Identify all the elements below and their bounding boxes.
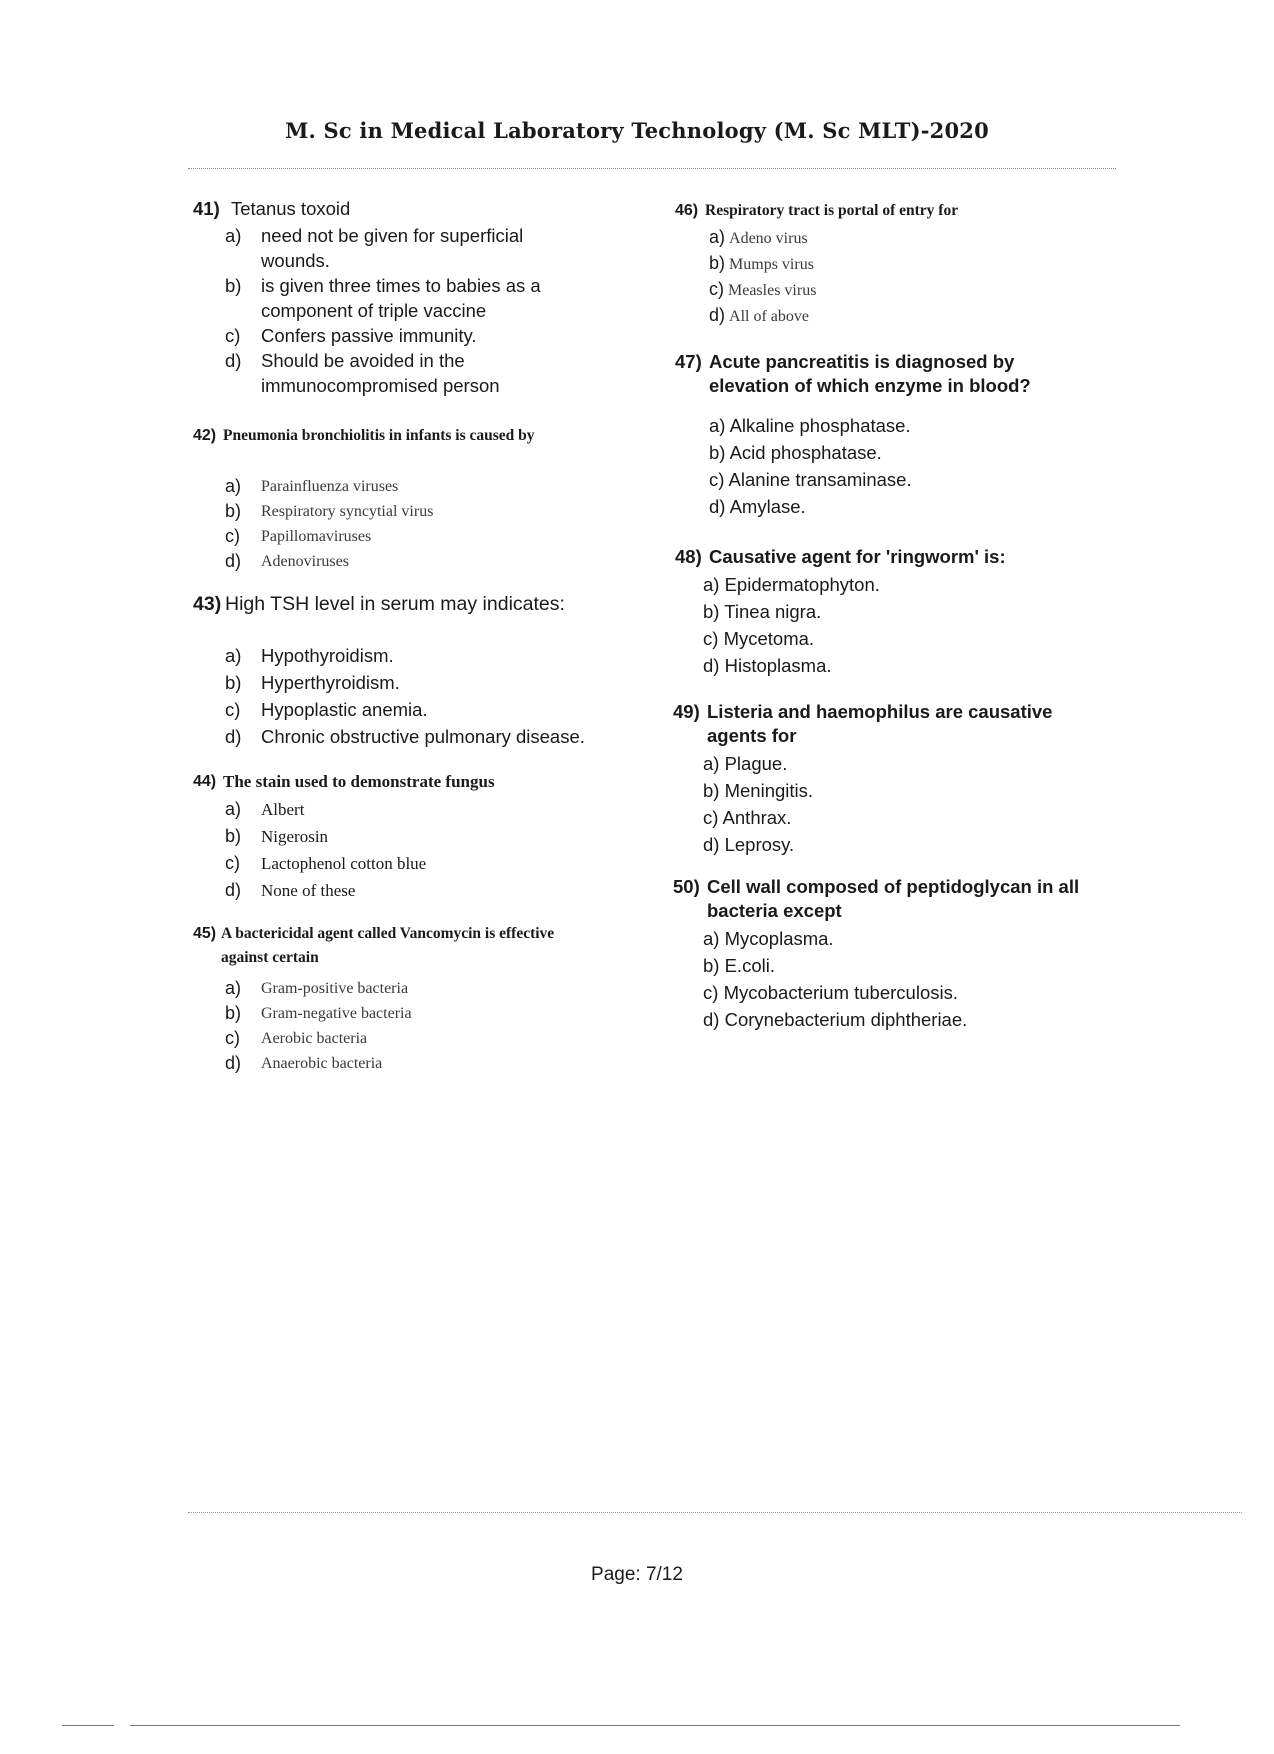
- question-49: [673, 700, 1113, 858]
- question-number: 42): [193, 427, 217, 444]
- option-label: a): [225, 476, 242, 496]
- option-b: [225, 1001, 613, 1026]
- option-label: d): [225, 350, 242, 371]
- question-44: [193, 770, 633, 904]
- option-label: c): [225, 1028, 240, 1048]
- option-b: [703, 952, 1113, 979]
- option-a: [709, 412, 1095, 439]
- option-c: [709, 466, 1095, 493]
- option-label: d): [225, 551, 242, 571]
- option-text: Lactophenol cotton blue: [261, 854, 427, 873]
- option-text: Parainfluenza viruses: [261, 478, 399, 495]
- option-text: None of these: [261, 881, 356, 900]
- option-d: [703, 831, 1113, 858]
- option-b: [225, 273, 613, 323]
- option-label: d): [225, 726, 242, 747]
- option-a: [225, 474, 633, 499]
- option-text: Meningitis.: [724, 780, 814, 801]
- option-label: a): [703, 928, 720, 949]
- question-text: Respiratory tract is portal of entry for: [705, 202, 959, 219]
- option-label: a): [709, 227, 726, 247]
- question-43-stem: [193, 592, 643, 616]
- option-a: [225, 223, 613, 273]
- question-50-stem: [673, 875, 1113, 923]
- option-c: [225, 323, 613, 348]
- option-label: b): [703, 780, 720, 801]
- page-title: M. Sc in Medical Laboratory Technology (M. Sc MLT)-2020: [285, 118, 989, 143]
- option-b: [225, 823, 633, 850]
- option-label: d): [703, 655, 720, 676]
- question-number: 47): [675, 351, 702, 372]
- option-b: [709, 439, 1095, 466]
- option-text: Aerobic bacteria: [261, 1030, 368, 1047]
- option-text: Tinea nigra.: [724, 601, 822, 622]
- option-text: Hyperthyroidism.: [261, 672, 400, 693]
- option-text: Should be avoided in the immunocompromised person: [261, 350, 500, 396]
- option-label: b): [225, 501, 242, 521]
- question-text: Tetanus toxoid: [231, 198, 351, 219]
- question-45: [193, 922, 613, 1076]
- option-label: b): [709, 253, 726, 273]
- question-number: 41): [193, 198, 220, 219]
- option-text: Hypothyroidism.: [261, 645, 394, 666]
- question-text: Causative agent for 'ringworm' is:: [709, 546, 1006, 567]
- option-text: Respiratory syncytial virus: [261, 503, 434, 520]
- question-45-stem: [193, 922, 613, 970]
- question-46: [675, 199, 1115, 329]
- question-text: Acute pancreatitis is diagnosed by elevation of which enzyme in blood?: [709, 351, 1031, 396]
- question-text: The stain used to demonstrate fungus: [223, 772, 495, 791]
- option-b: [709, 251, 1115, 277]
- question-text: Listeria and haemophilus are causative agents for: [707, 701, 1053, 746]
- option-b: [703, 598, 1115, 625]
- option-text: Histoplasma.: [724, 655, 832, 676]
- question-49-stem: [673, 700, 1113, 748]
- option-label: c): [225, 699, 241, 720]
- footer-divider: [188, 1512, 1242, 1513]
- question-text: Pneumonia bronchiolitis in infants is caused by: [223, 427, 535, 444]
- option-label: d): [709, 305, 726, 325]
- question-41-stem: [193, 197, 613, 221]
- option-label: a): [225, 799, 242, 819]
- option-a: [703, 750, 1113, 777]
- question-42-stem: [193, 424, 633, 448]
- option-a: [225, 796, 633, 823]
- question-43: [193, 592, 643, 750]
- question-48: [675, 545, 1115, 679]
- option-label: c): [709, 469, 725, 490]
- option-d: [703, 652, 1115, 679]
- option-d: [225, 348, 613, 398]
- bottom-rule: [130, 1725, 1180, 1726]
- option-label: a): [709, 415, 726, 436]
- question-number: 46): [675, 202, 699, 219]
- question-text: Cell wall composed of peptidoglycan in all bacteria except: [707, 876, 1080, 921]
- option-a: [225, 976, 613, 1001]
- option-text: Mycetoma.: [723, 628, 815, 649]
- option-c: [225, 696, 643, 723]
- option-text: is given three times to babies as a component of triple vaccine: [261, 275, 541, 321]
- option-c: [709, 277, 1115, 303]
- option-d: [709, 493, 1095, 520]
- option-c: [703, 804, 1113, 831]
- option-c: [703, 625, 1115, 652]
- option-text: Albert: [261, 800, 305, 819]
- option-d: [225, 549, 633, 574]
- question-47-stem: [675, 350, 1095, 398]
- question-number: 48): [675, 546, 702, 567]
- option-text: Mycoplasma.: [724, 928, 834, 949]
- option-label: b): [225, 275, 242, 296]
- option-d: [703, 1006, 1113, 1033]
- question-44-stem: [193, 770, 633, 794]
- question-41: [193, 197, 613, 398]
- option-label: b): [225, 826, 242, 846]
- question-47: [675, 350, 1095, 520]
- option-c: [703, 979, 1113, 1006]
- option-text: Alanine transaminase.: [728, 469, 912, 490]
- option-label: c): [703, 628, 719, 649]
- option-text: Leprosy.: [724, 834, 795, 855]
- option-a: [703, 925, 1113, 952]
- question-text: A bactericidal agent called Vancomycin is effective against certain: [221, 925, 555, 966]
- option-text: Epidermatophyton.: [724, 574, 880, 595]
- question-number: 44): [193, 773, 217, 790]
- option-label: c): [703, 807, 719, 828]
- option-label: c): [225, 853, 240, 873]
- page-number: Page: 7/12: [591, 1564, 683, 1585]
- option-text: Mycobacterium tuberculosis.: [723, 982, 958, 1003]
- question-number: 43): [193, 593, 222, 615]
- option-b: [225, 499, 633, 524]
- question-46-stem: [675, 199, 1115, 223]
- option-c: [225, 524, 633, 549]
- option-label: a): [225, 645, 242, 666]
- question-text: High TSH level in serum may indicates:: [225, 593, 565, 615]
- option-label: d): [703, 834, 720, 855]
- option-a: [225, 642, 643, 669]
- option-text: Measles virus: [728, 282, 817, 299]
- option-text: Papillomaviruses: [261, 528, 372, 545]
- question-50: [673, 875, 1113, 1033]
- option-text: Acid phosphatase.: [729, 442, 882, 463]
- option-label: b): [225, 672, 242, 693]
- option-a: [709, 225, 1115, 251]
- option-d: [225, 1051, 613, 1076]
- option-text: Anaerobic bacteria: [261, 1055, 383, 1072]
- option-label: c): [225, 325, 241, 346]
- option-text: Gram-negative bacteria: [261, 1005, 412, 1022]
- option-text: Adenoviruses: [261, 553, 349, 570]
- option-label: b): [709, 442, 726, 463]
- option-text: Chronic obstructive pulmonary disease.: [261, 726, 585, 747]
- option-text: Plague.: [724, 753, 788, 774]
- option-label: c): [709, 279, 724, 299]
- option-text: Adeno virus: [729, 230, 808, 247]
- option-text: Gram-positive bacteria: [261, 980, 409, 997]
- option-text: Corynebacterium diphtheriae.: [724, 1009, 968, 1030]
- header-divider: [188, 168, 1116, 169]
- option-d: [225, 723, 643, 750]
- option-label: b): [703, 955, 720, 976]
- option-c: [225, 1026, 613, 1051]
- option-text: Mumps virus: [729, 256, 814, 273]
- option-label: c): [703, 982, 719, 1003]
- question-number: 45): [193, 925, 217, 942]
- option-label: d): [703, 1009, 720, 1030]
- option-b: [225, 669, 643, 696]
- option-c: [225, 850, 633, 877]
- question-number: 50): [673, 876, 700, 897]
- option-label: a): [225, 978, 242, 998]
- option-text: Hypoplastic anemia.: [261, 699, 428, 720]
- option-label: b): [225, 1003, 242, 1023]
- option-label: d): [225, 880, 242, 900]
- option-text: Confers passive immunity.: [261, 325, 477, 346]
- option-text: Anthrax.: [722, 807, 792, 828]
- option-text: All of above: [729, 308, 809, 325]
- option-label: a): [225, 225, 242, 246]
- option-label: b): [703, 601, 720, 622]
- option-d: [225, 877, 633, 904]
- option-label: c): [225, 526, 240, 546]
- option-text: Nigerosin: [261, 827, 329, 846]
- option-text: Amylase.: [729, 496, 806, 517]
- option-label: a): [703, 574, 720, 595]
- bottom-rule-short: [62, 1725, 114, 1726]
- option-label: a): [703, 753, 720, 774]
- option-text: need not be given for superficial wounds.: [261, 225, 524, 271]
- option-d: [709, 303, 1115, 329]
- option-b: [703, 777, 1113, 804]
- option-text: E.coli.: [724, 955, 775, 976]
- question-number: 49): [673, 701, 700, 722]
- option-text: Alkaline phosphatase.: [729, 415, 911, 436]
- option-a: [703, 571, 1115, 598]
- option-label: d): [225, 1053, 242, 1073]
- question-42: [193, 424, 633, 574]
- question-48-stem: [675, 545, 1115, 569]
- option-label: d): [709, 496, 726, 517]
